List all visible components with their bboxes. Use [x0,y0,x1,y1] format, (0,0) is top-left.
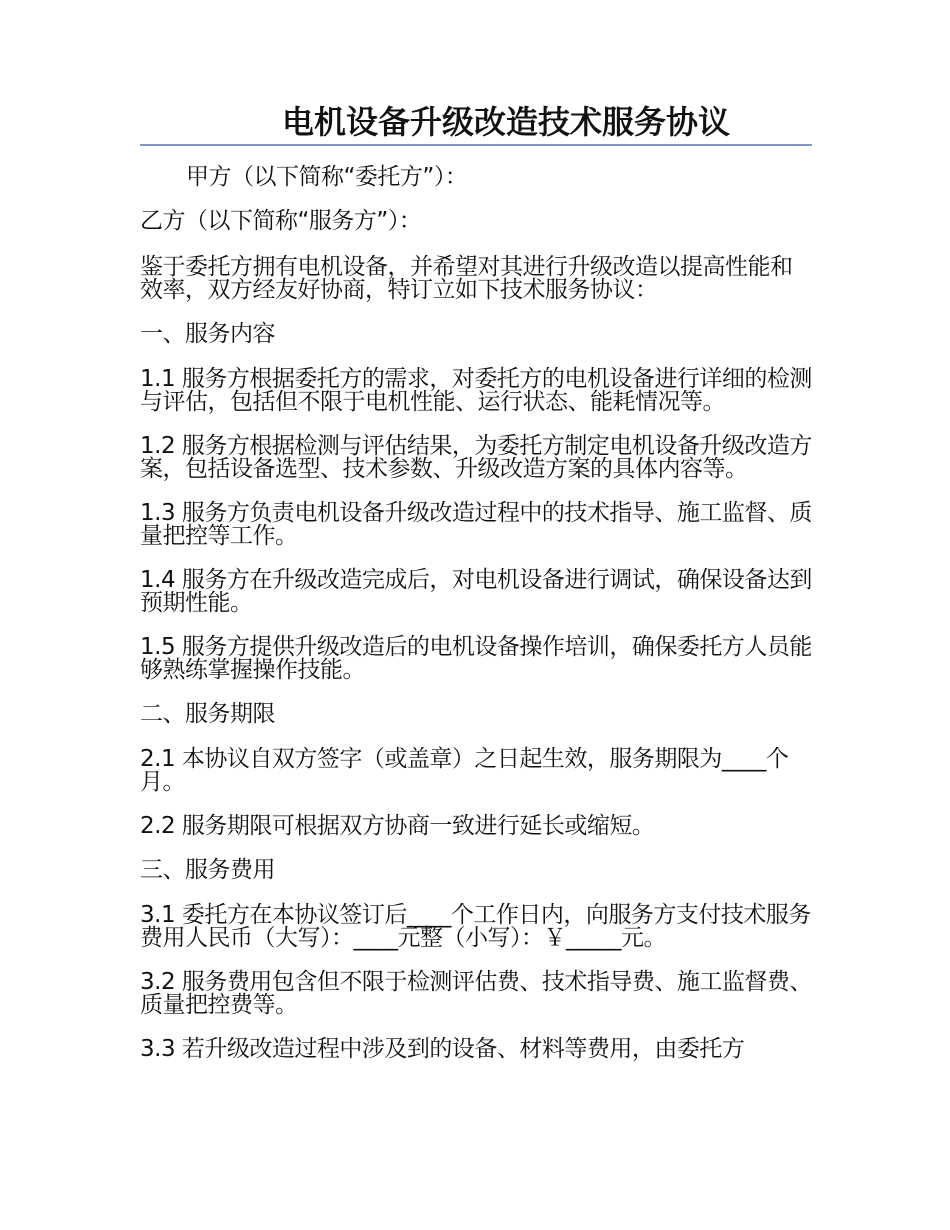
clause-2-1: 2.1 本协议自双方签字（或盖章）之日起生效，服务期限为____个月。 [140,746,789,795]
clause-1-2: 1.2 服务方根据检测与评估结果，为委托方制定电机设备升级改造方案，包括设备选型、技术参数、升级改造方案的具体内容等。 [140,433,812,482]
party-a-line: 甲方（以下简称“委托方”）： [186,164,468,190]
clause-1-3: 1.3 服务方负责电机设备升级改造过程中的技术指导、施工监督、质量把控等工作。 [140,500,812,549]
clause-3-1: 3.1 委托方在本协议签订后____个工作日内，向服务方支付技术服务费用人民币（大写）：____元整（小写）：￥_____元。 [140,902,811,951]
clause-3-3: 3.3 若升级改造过程中涉及到的设备、材料等费用，由委托方 [140,1036,745,1062]
clause-1-4: 1.4 服务方在升级改造完成后，对电机设备进行调试，确保设备达到预期性能。 [140,567,812,616]
clause-2-2: 2.2 服务期限可根据双方协商一致进行延长或缩短。 [140,813,655,839]
document-title: 电机设备升级改造技术服务协议 [140,100,812,146]
section-heading-service-content: 一、服务内容 [140,321,275,347]
section-heading-service-fee: 三、服务费用 [140,857,275,883]
clause-1-5: 1.5 服务方提供升级改造后的电机设备操作培训，确保委托方人员能够熟练掌握操作技能。 [140,634,812,683]
clause-3-2: 3.2 服务费用包含但不限于检测评估费、技术指导费、施工监督费、质量把控费等。 [140,969,812,1018]
clause-1-1: 1.1 服务方根据委托方的需求，对委托方的电机设备进行详细的检测与评估，包括但不限于电机性能、运行状态、能耗情况等。 [140,366,812,415]
party-b-line: 乙方（以下简称“服务方”）： [140,208,422,234]
document-page [140,100,812,1061]
preamble: 鉴于委托方拥有电机设备，并希望对其进行升级改造以提高性能和效率，双方经友好协商，特订立如下技术服务协议： [140,254,793,303]
section-heading-service-period: 二、服务期限 [140,701,275,727]
